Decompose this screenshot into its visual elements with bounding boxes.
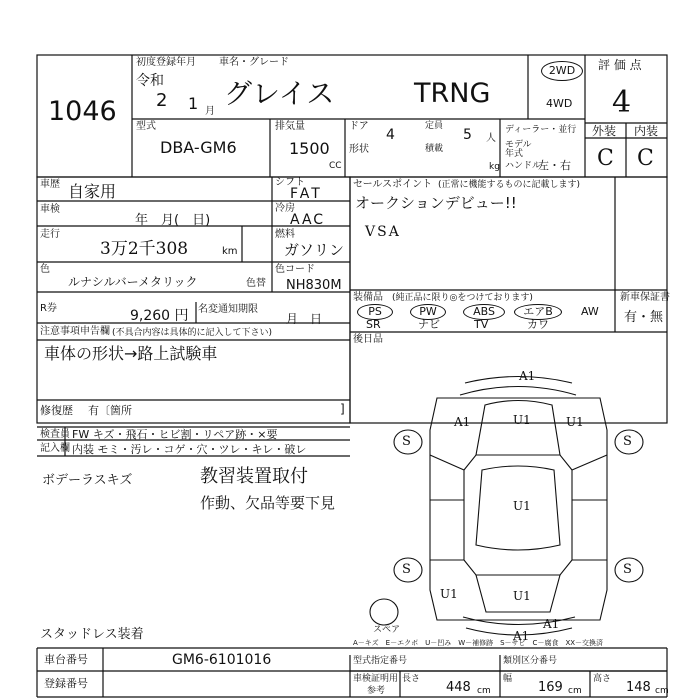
lot-number: 1046 (48, 96, 117, 127)
inspection-date: 年 月( 日) (135, 213, 211, 228)
mark-roof-u1: U1 (513, 499, 531, 513)
mark-fender-a1: A1 (454, 415, 471, 429)
height-label: 高さ (593, 674, 612, 684)
equip-label: 装備品 (353, 292, 383, 303)
drive-2wd: 2WD (541, 61, 583, 81)
sales-label: セールスポイント (353, 179, 433, 190)
type-cert-label: 型式指定番号 (353, 656, 408, 666)
inspector-label: 検査員 (40, 429, 70, 440)
ref-label: 参考 (367, 686, 386, 696)
remark-line-1: 教習装置取付 (200, 466, 308, 487)
mark-rear-u1: U1 (440, 587, 458, 601)
shape-label: 形状 (349, 144, 369, 155)
era: 令和 (136, 73, 164, 89)
class-label: 類別区分番号 (503, 656, 558, 666)
handle-label: ハンドル (505, 161, 542, 171)
model-year-label: モデル 年式 (505, 140, 532, 159)
notes-sub: (不具合内容は具体的に記入して下さい) (112, 328, 273, 338)
cert-label: 車検証明用 (353, 674, 399, 684)
mileage: 3万2千308 (100, 239, 189, 259)
shift-label: シフト (275, 177, 305, 188)
reg-month: 1 (188, 94, 199, 113)
warranty-label: 新車保証書 (620, 292, 670, 303)
mark-bumper-a1: A1 (513, 629, 530, 643)
shift: FAT (290, 186, 323, 202)
mileage-label: 走行 (40, 229, 60, 240)
interior-items: 内装 モミ・汚レ・コゲ・穴・ツレ・キレ・破レ (72, 443, 307, 456)
km-unit: km (222, 246, 238, 257)
history-label: 車歴 (40, 179, 60, 190)
handle: 左・右 (538, 159, 571, 172)
exterior-label: 外装 (592, 124, 617, 138)
kg-unit: kg (489, 162, 500, 172)
score-label: 評 価 点 (598, 58, 642, 72)
width-unit: cm (568, 686, 582, 696)
ac-label: 冷房 (275, 203, 295, 214)
first-reg-label: 初度登録年月 (136, 57, 196, 68)
reg-year: 2 (156, 90, 168, 111)
chassis-label: 車台番号 (44, 653, 88, 666)
capacity-label: 定員 (425, 121, 444, 131)
mark-wheel-fl: S (402, 434, 411, 449)
month-unit: 月 (205, 106, 215, 117)
displacement-label: 排気量 (275, 121, 305, 132)
interior-grade: C (637, 146, 654, 171)
aftermarket-label: 後日品 (353, 334, 383, 345)
notes-label: 注意事項申告欄 (40, 326, 110, 337)
grade: TRNG (414, 78, 491, 109)
height: 148 (626, 680, 651, 695)
score: 4 (612, 85, 632, 120)
equip-ps: PS (357, 304, 393, 320)
name-change-label: 名変通知期限 (198, 304, 258, 315)
mark-wheel-fr: S (623, 434, 632, 449)
name-change: 月 日 (286, 312, 323, 326)
mark-hood-u1: U1 (513, 413, 531, 427)
equip-pw: PW (410, 304, 446, 320)
capacity-unit: 人 (486, 133, 496, 144)
studless-note: スタッドレス装着 (40, 627, 144, 642)
displacement: 1500 (289, 139, 330, 158)
body-note: ボデーラスキズ (42, 473, 133, 488)
car-diagram-outline (370, 377, 643, 636)
recycle: 9,260 円 (130, 308, 189, 324)
damage-legend: A－キズ E－エクボ U－凹み W－補修跡 S－サビ C－腐食 XX－交換済 (353, 639, 604, 647)
length-unit: cm (477, 686, 491, 696)
recycle-label: R券 (40, 303, 57, 314)
reg-label: 登録番号 (44, 677, 88, 690)
load-label: 積載 (425, 144, 444, 154)
spare-label: スペア (373, 625, 401, 635)
interior-label: 内装 (634, 124, 659, 138)
equip-tv: TV (474, 318, 489, 331)
height-unit: cm (655, 686, 669, 696)
length: 448 (446, 680, 471, 695)
equip-sub: (純正品に限り◎をつけております) (392, 293, 533, 303)
entry-label: 記入欄 (40, 443, 70, 454)
sales-point-1: オークションデビュー!! (355, 194, 517, 212)
repair-bracket: ] (340, 402, 345, 416)
equip-sr: SR (366, 318, 381, 331)
length-label: 長さ (402, 674, 421, 684)
cc-unit: CC (329, 161, 342, 171)
doors: 4 (386, 127, 395, 143)
drive-4wd: 4WD (546, 97, 573, 110)
mark-fender-r-u1: U1 (566, 415, 584, 429)
fuel-label: 燃料 (275, 229, 295, 240)
color-label: 色 (40, 264, 50, 275)
mark-rear-a1: A1 (543, 617, 560, 631)
sales-point-2: VSA (365, 224, 401, 240)
width: 169 (538, 680, 563, 695)
equip-abs: ABS (463, 304, 505, 320)
equip-navi: ナビ (418, 318, 440, 331)
color-code-label: 色コード (275, 264, 315, 275)
fuel: ガソリン (284, 241, 345, 259)
car-name-label: 車名・グレード (219, 57, 289, 68)
color-change-label: 色替 (246, 278, 266, 289)
equip-leather: カワ (527, 318, 549, 331)
remark-line-2: 作動、欠品等要下見 (200, 494, 336, 512)
color: ルナシルバーメタリック (68, 275, 198, 289)
capacity: 5 (463, 127, 472, 143)
mark-wheel-rl: S (402, 562, 411, 577)
repair: 有〔箇所 (88, 404, 132, 417)
history: 自家用 (68, 182, 117, 201)
ac: AAC (290, 212, 326, 228)
color-code: NH830M (286, 278, 342, 293)
inspection-label: 車検 (40, 204, 60, 215)
equip-aw: AW (581, 305, 599, 318)
sales-sub: (正常に機能するものに記載します) (438, 180, 581, 190)
mark-trunk-u1: U1 (513, 589, 531, 603)
width-label: 幅 (503, 674, 513, 684)
car-name: グレイス (224, 77, 335, 110)
notes: 車体の形状→路上試験車 (44, 344, 218, 363)
model-label: 型式 (136, 121, 156, 132)
mark-roof-a1: A1 (519, 369, 536, 383)
dealer-label: ディーラー・並行 (505, 125, 577, 135)
equip-airbag: エアB (514, 304, 562, 320)
model: DBA-GM6 (160, 138, 237, 157)
mark-wheel-rr: S (623, 562, 632, 577)
warranty: 有・無 (624, 310, 664, 325)
doors-label: ドア (349, 121, 369, 132)
inspect-items: FW キズ・飛石・ヒビ割・リペア跡・×要 (72, 428, 278, 441)
chassis-number: GM6-6101016 (172, 652, 272, 668)
exterior-grade: C (597, 146, 614, 171)
repair-label: 修復歴 (40, 404, 73, 417)
